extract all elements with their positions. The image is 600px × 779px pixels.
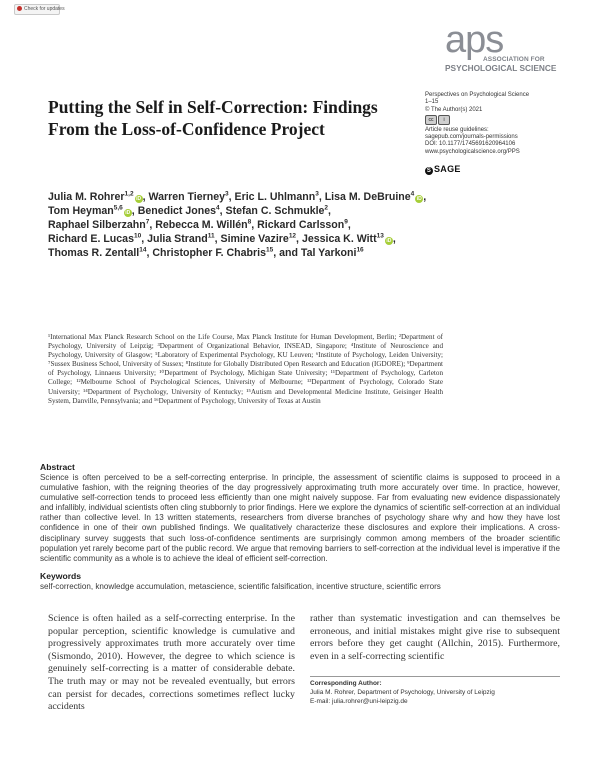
author-list: [48, 190, 438, 260]
author-name[interactable]: Simine Vazire: [220, 233, 289, 246]
author: [138, 205, 220, 217]
check-for-updates-badge[interactable]: [14, 4, 65, 15]
sage-logo: [425, 164, 461, 175]
sage-logo-text: SAGE: [434, 164, 461, 174]
orcid-icon[interactable]: iD: [386, 238, 392, 245]
copyright: © The Author(s) 2021: [425, 106, 483, 113]
author-affiliation-mark: 4: [410, 190, 415, 198]
author-affiliation-mark: 13: [376, 232, 384, 240]
author: [147, 233, 215, 245]
author-affiliation-mark: 10: [133, 232, 142, 240]
footnote-divider: [310, 676, 560, 677]
author-affiliation-mark: 2: [324, 204, 329, 212]
body-column-right: rather than systematic investigation and can themselves be erroneous, and initial mistakes might give rise to subsequent errors before they get caught (Allchin, 2015). Furthermore, even in a self-correcting scientific: [310, 613, 560, 662]
orcid-icon[interactable]: iD: [136, 196, 142, 202]
author-separator: ,: [131, 205, 138, 218]
author-affiliation-mark: 15: [265, 246, 274, 254]
abstract-section: [40, 462, 560, 564]
author-affiliation-mark: 3: [315, 190, 319, 198]
aps-wordmark-text: aps: [445, 19, 504, 61]
author-separator: ,: [328, 205, 331, 218]
author: [48, 219, 149, 231]
author-affiliation-mark: 12: [288, 232, 297, 240]
publication-info: [425, 92, 585, 156]
author-separator: ,: [318, 191, 325, 203]
article-title: Putting the Self in Self-Correction: Findings From the Loss-of-Confidence Project: [48, 97, 378, 139]
author-name[interactable]: Lisa M. DeBruine: [324, 191, 411, 203]
author-name[interactable]: Eric L. Uhlmann: [234, 191, 316, 203]
author-name[interactable]: Rebecca M. Willén: [155, 219, 248, 232]
aps-subtitle-line2: PSYCHOLOGICAL SCIENCE: [445, 63, 557, 73]
author-separator: ,: [141, 233, 148, 246]
abstract-text: Science is often perceived to be a self-correcting enterprise. In principle, the assessment of scientific claims is supposed to proceed in a cumulative fashion, with the reigning theories of the day progressively approximating truth more accurately over time. In practice, however, cumulative self-correction tends to proceed less efficiently than one might naively suppose. Far from evaluating new evidence dispassionately and infallibly, individual scientists often cling stubbornly to prior findings. Here we explore the dynamics of scientific self-correction at an individual rather than collective level. In 13 written statements, researchers from diverse branches of psychology share why and how they have lost confidence in one of their own published findings. We qualitatively characterize these disclosures and explore their implications. A cross-disciplinary survey suggests that such loss-of-confidence sentiments are surprisingly common among members of the broader scientific population yet rarely become part of the public record. We argue that removing barriers to self-correction at the individual level is imperative if the scientific community as a whole is to achieve the ideal of efficient self-correction.: [40, 473, 560, 563]
author-affiliation-mark: 8: [247, 218, 252, 226]
author-affiliation-mark: 11: [207, 232, 215, 240]
page-range: 1–15: [425, 99, 439, 106]
cc-icon: cc: [425, 115, 437, 125]
author-name[interactable]: Christopher F. Chabris: [152, 247, 266, 260]
author: [226, 205, 329, 217]
author-name[interactable]: Benedict Jones: [137, 205, 216, 218]
author: [48, 205, 132, 217]
author-name[interactable]: Tal Yarkoni: [300, 247, 357, 260]
sage-icon: S: [426, 168, 432, 174]
corresponding-author-email[interactable]: E-mail: julia.rohrer@uni-leipzig.de: [310, 697, 408, 705]
author: [155, 219, 251, 231]
author-name[interactable]: Thomas R. Zentall: [48, 247, 140, 260]
author-separator: ,: [219, 205, 226, 218]
affiliations: ¹International Max Planck Research School on the Life Course, Max Planck Institute for Human Development, Berlin; ²Department of Psychology, University of Leipzig; ³Department of Organizational Behavior, INSEAD, Singapore; ⁴Institute of Neuroscience and Psychology, University of Glasgow; ⁵Laboratory of Experimental Psychology, KU Leuven; ⁶Institute of Psychology, Leiden University; ⁷Sussex Business School, University of Sussex; ⁸Institute for Globally Distributed Open Research and Education (IGDORE); ⁹Department of Psychology, Linnaeus University; ¹⁰Department of Psychology, Michigan State University; ¹¹Department of Psychology, Carleton College; ¹²Melbourne School of Psychological Sciences, University of Melbourne; ¹³Department of Psychology, Colorado State University; ¹⁴Department of Psychology, University of Kentucky; ¹⁵Autism and Developmental Medicine Institute, Geisinger Health System, Danville, Pennsylvania; and ¹⁶Department of Psychology, University of Texas at Austin: [48, 333, 443, 405]
reuse-label: Article reuse guidelines:: [425, 126, 489, 133]
author-separator: ,: [214, 233, 221, 246]
author-affiliation-mark: 1,2: [124, 190, 134, 198]
cc-by-icon: i: [438, 115, 450, 125]
author-separator: ,: [423, 191, 427, 203]
author-separator: ,: [251, 219, 258, 232]
doi[interactable]: DOI: 10.1177/1745691620964106: [425, 141, 516, 148]
author-separator: ,: [142, 191, 149, 203]
journal-name: Perspectives on Psychological Science: [425, 92, 530, 98]
reuse-link[interactable]: sagepub.com/journals-permissions: [425, 134, 518, 141]
author: [257, 219, 348, 231]
author: [48, 247, 146, 259]
author-separator: , and: [273, 247, 301, 260]
author-name[interactable]: Richard E. Lucas: [48, 233, 134, 246]
author-affiliation-mark: 7: [145, 218, 150, 226]
author-separator: ,: [347, 219, 351, 232]
author-name[interactable]: Julia M. Rohrer: [48, 191, 125, 203]
keywords-heading: Keywords: [40, 571, 82, 581]
author: [152, 247, 273, 259]
author: [48, 191, 143, 203]
author-name[interactable]: Julia Strand: [147, 233, 208, 246]
author-separator: ,: [392, 233, 396, 246]
corresponding-author: [310, 680, 560, 706]
corresponding-author-name: Julia M. Rohrer, Department of Psychology, University of Leipzig: [310, 688, 495, 696]
orcid-icon[interactable]: iD: [416, 196, 422, 202]
author: [48, 233, 141, 245]
keywords-text: self-correction, knowledge accumulation, metascience, scientific falsification, incentive structure, scientific errors: [40, 582, 441, 591]
author: [148, 191, 228, 203]
update-icon: [17, 6, 22, 11]
journal-site-link[interactable]: www.psychologicalscience.org/PPS: [425, 148, 520, 155]
author-affiliation-mark: 3: [225, 190, 229, 198]
author-name[interactable]: Warren Tierney: [148, 191, 226, 203]
author-name[interactable]: Jessica K. Witt: [301, 233, 377, 246]
corresponding-author-heading: Corresponding Author:: [310, 680, 382, 687]
abstract-heading: Abstract: [40, 462, 75, 472]
author: [221, 233, 297, 245]
author-separator: ,: [146, 247, 153, 260]
author-separator: ,: [228, 191, 235, 203]
author-affiliation-mark: 16: [356, 246, 364, 254]
author-name[interactable]: Stefan C. Schmukle: [225, 205, 325, 218]
cc-license-icon[interactable]: [425, 115, 585, 125]
author-name[interactable]: Raphael Silberzahn: [48, 219, 146, 232]
author-separator: ,: [149, 219, 156, 232]
keywords-section: [40, 571, 560, 592]
author: [324, 190, 427, 203]
author-name[interactable]: Tom Heyman: [48, 205, 114, 218]
author-affiliation-mark: 5,6: [113, 204, 123, 212]
author-affiliation-mark: 14: [139, 246, 147, 254]
aps-subtitle: [445, 56, 556, 72]
author-name[interactable]: Rickard Carlsson: [257, 219, 345, 232]
author-affiliation-mark: 9: [344, 218, 348, 226]
body-column-left: Science is often hailed as a self-correcting enterprise. In the popular perception, scientific knowledge is cumulative and progressively approximates truth more accurately over time (Sismondo, 2010). However, the degree to which science is genuinely self-correcting is a matter of considerable debate. The truth may or may not be revealed eventually, but errors can persist for decades, corrections sometimes reflect lucky accidents: [48, 613, 295, 713]
check-for-updates-label: Check for updates: [24, 6, 65, 12]
orcid-icon[interactable]: iD: [125, 210, 131, 217]
author: [302, 233, 393, 245]
aps-subtitle-line1: ASSOCIATION FOR: [483, 56, 545, 63]
author-affiliation-mark: 4: [216, 204, 220, 212]
author: [235, 191, 319, 203]
author-separator: ,: [296, 233, 302, 246]
author: [301, 247, 364, 259]
